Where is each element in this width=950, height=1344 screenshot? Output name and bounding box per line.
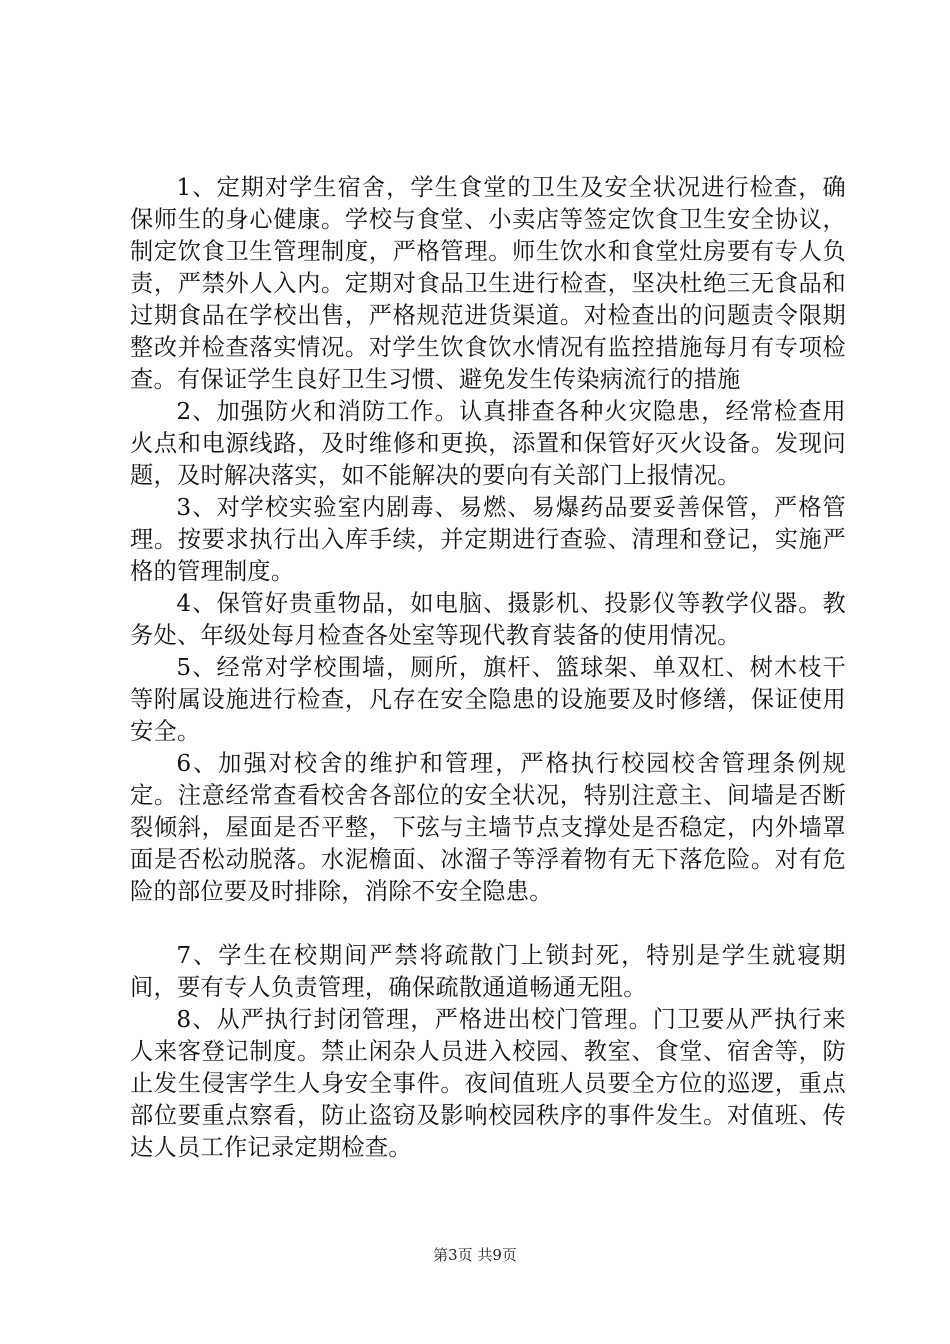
- paragraph-spacer: [130, 908, 846, 940]
- paragraph-5: 5、经常对学校围墙，厕所，旗杆、篮球架、单双杠、树木枝干等附属设施进行检查，凡存在安全隐患的设施要及时修缮，保证使用安全。: [130, 654, 846, 745]
- paragraph-6: 6、加强对校舍的维护和管理，严格执行校园校舍管理条例规定。注意经常查看校舍各部位的安全状况，特别注意主、间墙是否断裂倾斜，屋面是否平整，下弦与主墙节点支撑处是否稳定，内外墙罩面是否松动脱落。水泥檐面、冰溜子等浮着物有无下落危险。对有危险的部位要及时排除，消除不安全隐患。: [130, 750, 846, 905]
- paragraph-1: 1、定期对学生宿舍，学生食堂的卫生及安全状况进行检查，确保师生的身心健康。学校与食堂、小卖店等签定饮食卫生安全协议，制定饮食卫生管理制度，严格管理。师生饮水和食堂灶房要有专人负责，严禁外人入内。定期对食品卫生进行检查，坚决杜绝三无食品和过期食品在学校出售，严格规范进货渠道。对检查出的问题责令限期整改并检查落实情况。对学生饮食饮水情况有监控措施每月有专项检查。有保证学生良好卫生习惯、避免发生传染病流行的措施: [130, 174, 846, 393]
- page-footer: 第3页 共9页: [433, 1246, 517, 1264]
- paragraph-8: 8、从严执行封闭管理，严格进出校门管理。门卫要从严执行来人来客登记制度。禁止闲杂人员进入校园、教室、食堂、宿舍等，防止发生侵害学生人身安全事件。夜间值班人员要全方位的巡逻，重点部位要重点察看，防止盗窃及影响校园秩序的事件发生。对值班、传达人员工作记录定期检查。: [130, 1006, 846, 1161]
- paragraph-7: 7、学生在校期间严禁将疏散门上锁封死，特别是学生就寝期间，要有专人负责管理，确保疏散通道畅通无阻。: [130, 942, 846, 1001]
- paragraph-2: 2、加强防火和消防工作。认真排查各种火灾隐患，经常检查用火点和电源线路，及时维修和更换，添置和保管好灭火设备。发现问题，及时解决落实，如不能解决的要向有关部门上报情况。: [130, 398, 846, 489]
- paragraph-4: 4、保管好贵重物品，如电脑、摄影机、投影仪等教学仪器。教务处、年级处每月检查各处室等现代教育装备的使用情况。: [130, 590, 846, 649]
- document-body: [130, 172, 846, 1164]
- paragraph-3: 3、对学校实验室内剧毒、易燃、易爆药品要妥善保管，严格管理。按要求执行出入库手续，并定期进行查验、清理和登记，实施严格的管理制度。: [130, 494, 846, 585]
